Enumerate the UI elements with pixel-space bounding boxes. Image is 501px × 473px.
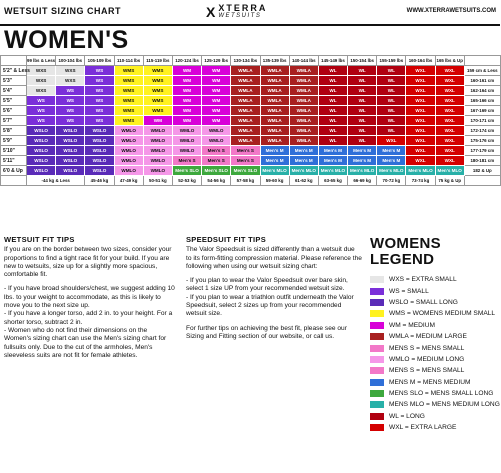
table-row	[1, 136, 501, 146]
size-cell: WXL	[406, 86, 435, 96]
wetsuit-fit-tips	[4, 236, 176, 366]
size-cell: WMLA	[289, 136, 318, 146]
size-cell: WS	[85, 96, 114, 106]
size-cell: Men's M	[260, 156, 289, 166]
size-cell: WXS	[27, 86, 56, 96]
table-row	[1, 86, 501, 96]
table-row	[1, 106, 501, 116]
size-cell: WSLO	[56, 136, 85, 146]
legend-label: WXL = EXTRA LARGE	[389, 424, 457, 432]
weight-header-cell: 105-109 lbs	[85, 56, 114, 66]
size-cell: WMLO	[143, 146, 172, 156]
size-cell: WSLO	[27, 126, 56, 136]
size-cell: WXL	[435, 146, 464, 156]
corner-cell	[1, 56, 27, 66]
size-cell: WSLO	[56, 146, 85, 156]
size-cell: WM	[172, 76, 201, 86]
weight-header-cell: 150-154 lbs	[348, 56, 377, 66]
height-cm-label: 159 cm & Less	[464, 66, 500, 76]
size-cell: WL	[348, 106, 377, 116]
legend-item	[370, 274, 498, 285]
legend-swatch	[370, 401, 384, 408]
size-cell: WMS	[143, 96, 172, 106]
website-url[interactable]: WWW.XTERRAWETSUITS.COM	[406, 8, 496, 14]
size-cell: WMS	[114, 96, 143, 106]
kg-cell: 59-60 kg	[260, 176, 289, 186]
size-cell: WM	[202, 96, 231, 106]
legend-item	[370, 297, 498, 308]
height-label: 5'3"	[1, 76, 27, 86]
size-cell: WXL	[406, 66, 435, 76]
size-cell: WXL	[406, 106, 435, 116]
weight-header-cell: 99 lbs & Less	[27, 56, 56, 66]
size-cell: Men's SLO	[172, 166, 201, 176]
size-cell: WL	[318, 96, 347, 106]
height-label: 5'4"	[1, 86, 27, 96]
size-cell: WXS	[27, 66, 56, 76]
kg-cell: 50-51 kg	[143, 176, 172, 186]
size-cell: WL	[348, 66, 377, 76]
legend-swatch	[370, 413, 384, 420]
size-cell: WS	[85, 86, 114, 96]
size-cell: WMS	[143, 106, 172, 116]
size-cell: WMLA	[289, 96, 318, 106]
kg-cell: 57-58 kg	[231, 176, 260, 186]
womens-legend	[370, 236, 498, 433]
size-cell: WL	[318, 136, 347, 146]
size-cell: WMS	[143, 86, 172, 96]
size-cell: WMLO	[114, 136, 143, 146]
legend-label: MENS S = MENS SMALL	[389, 344, 465, 352]
legend-label: WMLA = MEDIUM LARGE	[389, 333, 467, 341]
legend-label: WS = SMALL	[389, 287, 429, 295]
height-cm-label: 167-169 cm	[464, 106, 500, 116]
size-cell: WXL	[435, 156, 464, 166]
fit-tips-list: - If you have broad shoulders/chest, we suggest adding 10 lbs. to your weight to accommodate, as this is likely to move you to the next size up. - If you have a longer torso, add 2 in. to your height. For a shorter torso, subtract 2 in. - Women who do not find their dimensions on the Women's sizing chart can use the Men's sizing chart for fullsuits only. Due to the cut of the armholes, Men's sleeveless suits are not fit for female athletes.	[4, 285, 175, 359]
size-cell: WM	[172, 106, 201, 116]
size-cell: WMS	[114, 76, 143, 86]
size-cell: WL	[348, 76, 377, 86]
size-cell: WMLA	[260, 116, 289, 126]
speedsuit-intro: The Valor Speedsuit is sized differently than a wetsuit due to its form-fitting compression material. Please reference the following when using our wetsuit sizing chart:	[186, 246, 362, 270]
size-cell: WMLO	[143, 136, 172, 146]
legend-swatch	[370, 310, 384, 317]
size-cell: Men's M	[289, 156, 318, 166]
kg-cell: 73-74 kg	[406, 176, 435, 186]
size-cell: WL	[377, 76, 406, 86]
kg-cell: 63-65 kg	[318, 176, 347, 186]
size-cell: Men's SLO	[202, 166, 231, 176]
size-cell: WMLO	[143, 166, 172, 176]
size-cell: Men's M	[377, 146, 406, 156]
size-cell: WXL	[435, 96, 464, 106]
size-cell: WXL	[406, 96, 435, 106]
table-row	[1, 76, 501, 86]
size-cell: WMLO	[202, 136, 231, 146]
size-cell: WXL	[406, 146, 435, 156]
size-cell: WMS	[143, 76, 172, 86]
legend-item	[370, 388, 498, 399]
weight-header-cell: 125-129 lbs	[202, 56, 231, 66]
height-cm-label: 165-166 cm	[464, 96, 500, 106]
size-cell: Men's MLO	[318, 166, 347, 176]
legend-item	[370, 320, 498, 331]
legend-label: MENS M = MENS MEDIUM	[389, 378, 471, 386]
header	[0, 0, 500, 24]
size-cell: WMLA	[231, 136, 260, 146]
xterra-logo	[206, 2, 267, 22]
kg-cell: 61-62 kg	[289, 176, 318, 186]
size-cell: WXS	[27, 76, 56, 86]
size-cell: Men's SLO	[231, 166, 260, 176]
size-cell: WXL	[406, 76, 435, 86]
fit-tips-intro: If you are on the border between two sizes, consider your proportions to find a tight race fit for your build. If you are new to wetsuits, size up for a slightly more spacious, comfortable fit.	[4, 246, 172, 279]
size-cell: WMLA	[231, 66, 260, 76]
size-cell: WXL	[406, 116, 435, 126]
legend-item	[370, 308, 498, 319]
table-row	[1, 126, 501, 136]
sizing-table	[0, 55, 501, 186]
size-cell: WMLA	[260, 106, 289, 116]
size-cell: Men's M	[260, 146, 289, 156]
size-cell: WSLO	[56, 166, 85, 176]
table-row	[1, 96, 501, 106]
size-cell: WMLO	[172, 126, 201, 136]
weight-header-cell: 140-144 lbs	[289, 56, 318, 66]
legend-label: MENS MLO = MENS MEDIUM LONG	[389, 401, 500, 409]
legend-swatch	[370, 367, 384, 374]
footer-corner-right	[464, 176, 500, 186]
legend-label: WMLO = MEDIUM LONG	[389, 355, 465, 363]
size-cell: WMLA	[260, 96, 289, 106]
height-cm-label: 182 & Up	[464, 166, 500, 176]
size-cell: WSLO	[56, 126, 85, 136]
size-cell: WL	[318, 106, 347, 116]
speedsuit-list: - If you plan to wear the Valor Speedsuit over bare skin, select 1 size UP from your recommended wetsuit size. - If you plan to wear a triathlon outfit underneath the Valor Speedsuit, select 2 sizes up from your recommended wetsuit size.	[186, 277, 354, 318]
legend-label: WL = LONG	[389, 412, 425, 420]
size-cell: WMS	[114, 106, 143, 116]
size-cell: WM	[202, 86, 231, 96]
weight-header-cell: 160-164 lbs	[406, 56, 435, 66]
size-cell: WS	[85, 76, 114, 86]
fit-tips-title: WETSUIT FIT TIPS	[4, 235, 75, 244]
size-cell: WS	[85, 66, 114, 76]
size-cell: WMLA	[260, 66, 289, 76]
size-cell: WMLA	[289, 116, 318, 126]
weight-header-cell: 100-104 lbs	[56, 56, 85, 66]
size-cell: Men's MLO	[435, 166, 464, 176]
weight-header-cell: 165 lbs & Up	[435, 56, 464, 66]
size-cell: WXL	[406, 126, 435, 136]
height-label: 5'2" & Less	[1, 66, 27, 76]
size-cell: WS	[56, 96, 85, 106]
table-row	[1, 146, 501, 156]
size-cell: Men's S	[172, 156, 201, 166]
page-heading: WOMEN'S	[4, 26, 129, 54]
size-cell: WM	[172, 86, 201, 96]
size-cell: Men's M	[348, 146, 377, 156]
size-cell: WXL	[435, 76, 464, 86]
size-cell: WSLO	[85, 146, 114, 156]
size-cell: WMLA	[231, 106, 260, 116]
x-logo-icon: X	[206, 4, 216, 20]
legend-item	[370, 422, 498, 433]
size-cell: WS	[56, 86, 85, 96]
size-cell: WL	[348, 116, 377, 126]
kg-cell: 66-69 kg	[348, 176, 377, 186]
speedsuit-title: SPEEDSUIT FIT TIPS	[186, 235, 266, 244]
size-cell: WMLO	[114, 156, 143, 166]
size-cell: WL	[318, 76, 347, 86]
legend-swatch	[370, 345, 384, 352]
legend-swatch	[370, 379, 384, 386]
size-cell: WS	[85, 106, 114, 116]
size-cell: WM	[202, 106, 231, 116]
size-cell: WL	[348, 136, 377, 146]
weight-header-cell: 155-159 lbs	[377, 56, 406, 66]
legend-label: WXS = EXTRA SMALL	[389, 276, 457, 284]
size-cell: WXL	[435, 66, 464, 76]
size-cell: WS	[56, 116, 85, 126]
size-cell: Men's S	[231, 156, 260, 166]
size-cell: WS	[27, 106, 56, 116]
size-cell: WS	[85, 116, 114, 126]
kg-cell: -44 kg & Less	[27, 176, 85, 186]
size-cell: WXL	[435, 136, 464, 146]
height-cm-label: 172-174 cm	[464, 126, 500, 136]
size-cell: WXL	[435, 116, 464, 126]
size-cell: WMLA	[231, 86, 260, 96]
size-cell: Men's M	[377, 156, 406, 166]
size-cell: WL	[377, 96, 406, 106]
size-cell: WXL	[377, 136, 406, 146]
table-row	[1, 156, 501, 166]
size-cell: Men's MLO	[260, 166, 289, 176]
size-cell: Men's S	[202, 156, 231, 166]
legend-label: WMS = WOMENS MEDIUM SMALL	[389, 310, 496, 318]
size-cell: WM	[202, 66, 231, 76]
footer-corner	[1, 176, 27, 186]
size-cell: WMLO	[114, 146, 143, 156]
height-label: 5'5"	[1, 96, 27, 106]
size-cell: WSLO	[27, 136, 56, 146]
legend-item	[370, 377, 498, 388]
size-cell: Men's M	[318, 156, 347, 166]
size-cell: WMLA	[231, 96, 260, 106]
legend-title: WOMENS LEGEND	[370, 235, 441, 268]
size-cell: WSLO	[56, 156, 85, 166]
size-cell: WMS	[114, 116, 143, 126]
size-cell: WS	[56, 106, 85, 116]
size-cell: WMS	[114, 66, 143, 76]
size-cell: WMLA	[260, 86, 289, 96]
height-cm-label: 170-171 cm	[464, 116, 500, 126]
size-cell: WXS	[56, 66, 85, 76]
size-cell: WL	[348, 86, 377, 96]
height-label: 5'8"	[1, 126, 27, 136]
height-label: 6'0 & Up	[1, 166, 27, 176]
size-cell: WMLA	[231, 116, 260, 126]
size-cell: WL	[348, 126, 377, 136]
legend-swatch	[370, 424, 384, 431]
kg-footer-row	[1, 176, 501, 186]
size-cell: WL	[318, 116, 347, 126]
weight-header-cell: 120-124 lbs	[172, 56, 201, 66]
size-cell: WS	[27, 116, 56, 126]
size-cell: WMLO	[172, 136, 201, 146]
kg-cell: 75 kg & Up	[435, 176, 464, 186]
size-cell: WSLO	[85, 136, 114, 146]
weight-header-row	[1, 56, 501, 66]
size-cell: WL	[348, 96, 377, 106]
weight-header-cell: 110-114 lbs	[114, 56, 143, 66]
height-cm-label: 160-161 cm	[464, 76, 500, 86]
speedsuit-fit-tips	[186, 236, 362, 347]
corner-cell-right	[464, 56, 500, 66]
height-label: 5'10"	[1, 146, 27, 156]
kg-cell: 45-46 kg	[85, 176, 114, 186]
size-cell: WXL	[435, 126, 464, 136]
size-cell: WMLA	[289, 106, 318, 116]
height-cm-label: 180-181 cm	[464, 156, 500, 166]
size-cell: WMLA	[260, 76, 289, 86]
chart-title: WETSUIT SIZING CHART	[4, 6, 121, 16]
weight-header-cell: 135-139 lbs	[260, 56, 289, 66]
weight-header-cell: 130-134 lbs	[231, 56, 260, 66]
size-cell: WSLO	[27, 166, 56, 176]
legend-item	[370, 354, 498, 365]
size-cell: WM	[202, 116, 231, 126]
size-cell: WL	[318, 86, 347, 96]
size-cell: Men's MLO	[377, 166, 406, 176]
legend-swatch	[370, 322, 384, 329]
size-cell: WMS	[143, 66, 172, 76]
size-cell: WM	[172, 66, 201, 76]
height-label: 5'6"	[1, 106, 27, 116]
size-cell: WM	[172, 96, 201, 106]
brand-subtitle: WETSUITS	[218, 13, 262, 19]
size-cell: Men's S	[202, 146, 231, 156]
weight-header-cell: 115-119 lbs	[143, 56, 172, 66]
size-cell: WL	[318, 126, 347, 136]
size-cell: WMLO	[172, 146, 201, 156]
size-cell: WMS	[114, 86, 143, 96]
size-cell: WL	[377, 86, 406, 96]
kg-cell: 54-56 kg	[202, 176, 231, 186]
size-cell: WMLA	[289, 126, 318, 136]
legend-label: WSLO = SMALL LONG	[389, 298, 458, 306]
size-cell: Men's MLO	[348, 166, 377, 176]
legend-label: MENS SLO = MENS SMALL LONG	[389, 390, 494, 398]
size-cell: WXL	[435, 86, 464, 96]
size-cell: WL	[318, 66, 347, 76]
size-cell: WMLA	[231, 126, 260, 136]
table-row	[1, 166, 501, 176]
size-cell: Men's M	[289, 146, 318, 156]
kg-cell: 70-72 kg	[377, 176, 406, 186]
legend-swatch	[370, 390, 384, 397]
height-cm-label: 177-179 cm	[464, 146, 500, 156]
height-cm-label: 162-164 cm	[464, 86, 500, 96]
size-cell: WL	[377, 116, 406, 126]
size-cell: WSLO	[27, 146, 56, 156]
legend-swatch	[370, 356, 384, 363]
brand-name: XTERRA	[218, 3, 268, 13]
legend-swatch	[370, 276, 384, 283]
size-cell: WMLO	[143, 156, 172, 166]
legend-label: MENS S = MENS SMALL	[389, 367, 465, 375]
legend-item	[370, 365, 498, 376]
size-cell: WMLO	[114, 166, 143, 176]
table-row	[1, 116, 501, 126]
legend-label: WM = MEDIUM	[389, 321, 435, 329]
legend-item	[370, 342, 498, 353]
size-cell: WXL	[406, 156, 435, 166]
size-cell: WSLO	[85, 166, 114, 176]
size-cell: WL	[377, 106, 406, 116]
size-cell: WL	[377, 66, 406, 76]
legend-item	[370, 411, 498, 422]
size-cell: WMLA	[231, 76, 260, 86]
height-label: 5'11"	[1, 156, 27, 166]
size-cell: WMLO	[202, 126, 231, 136]
size-cell: WMLA	[289, 76, 318, 86]
size-cell: WMLA	[289, 66, 318, 76]
size-cell: Men's MLO	[289, 166, 318, 176]
size-cell: Men's M	[318, 146, 347, 156]
legend-item	[370, 331, 498, 342]
legend-item	[370, 399, 498, 410]
size-cell: WXL	[435, 106, 464, 116]
size-cell: WS	[27, 96, 56, 106]
height-label: 5'9"	[1, 136, 27, 146]
size-cell: Men's M	[348, 156, 377, 166]
size-cell: WM	[202, 76, 231, 86]
size-cell: WL	[377, 126, 406, 136]
weight-header-cell: 145-149 lbs	[318, 56, 347, 66]
height-label: 5'7"	[1, 116, 27, 126]
legend-item	[370, 285, 498, 296]
size-cell: WMLA	[260, 126, 289, 136]
size-cell: Men's MLO	[406, 166, 435, 176]
size-cell: WSLO	[85, 126, 114, 136]
legend-swatch	[370, 288, 384, 295]
legend-swatch	[370, 299, 384, 306]
size-cell: WSLO	[27, 156, 56, 166]
size-cell: WXL	[406, 136, 435, 146]
size-cell: WM	[172, 116, 201, 126]
height-cm-label: 175-176 cm	[464, 136, 500, 146]
kg-cell: 52-53 kg	[172, 176, 201, 186]
legend-swatch	[370, 333, 384, 340]
table-row	[1, 66, 501, 76]
size-cell: WMLO	[143, 126, 172, 136]
kg-cell: 47-49 kg	[114, 176, 143, 186]
size-cell: WMLA	[289, 86, 318, 96]
size-cell: WSLO	[85, 156, 114, 166]
size-cell: WM	[143, 116, 172, 126]
size-cell: Men's S	[231, 146, 260, 156]
speedsuit-footer: For further tips on achieving the best fit, please see our Sizing and Fitting section of our website, or call us.	[186, 324, 347, 340]
size-cell: WMLO	[114, 126, 143, 136]
size-cell: WMLA	[260, 136, 289, 146]
size-cell: WXS	[56, 76, 85, 86]
